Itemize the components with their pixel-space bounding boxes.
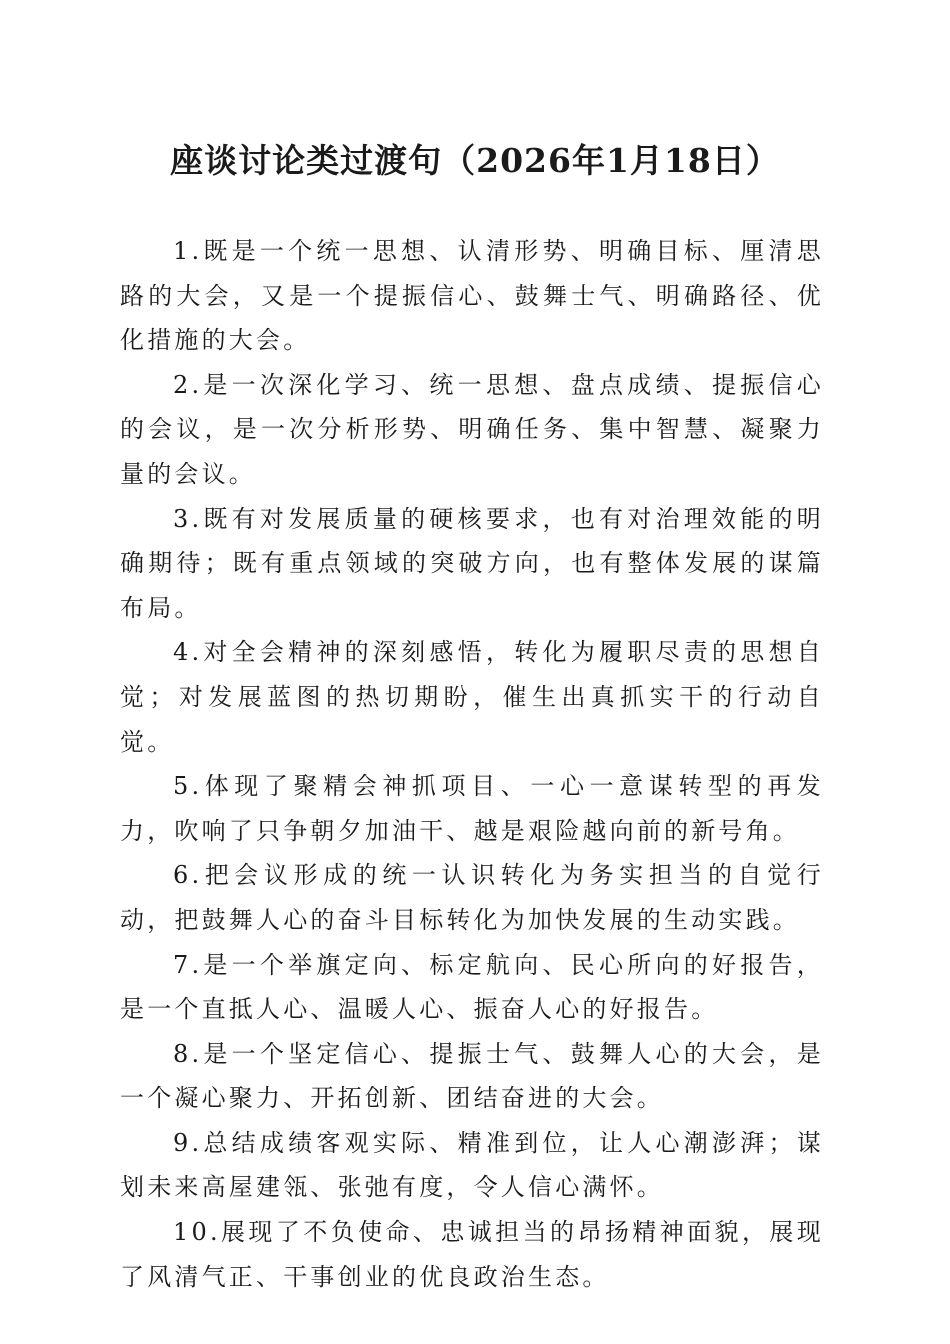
- paragraph-7: 7.是一个举旗定向、标定航向、民心所向的好报告，是一个直抵人心、温暖人心、振奋人心的好报告。: [120, 950, 824, 1024]
- document-title: 座谈讨论类过渡句（2026年1月18日）: [170, 141, 780, 180]
- paragraph-9: 9.总结成绩客观实际、精准到位，让人心潮澎湃；谋划未来高屋建瓴、张弛有度，令人信心满怀。: [120, 1128, 824, 1202]
- paragraph-10: 10.展现了不负使命、忠诚担当的昂扬精神面貌，展现了风清气正、干事创业的优良政治生态。: [120, 1218, 824, 1291]
- paragraph-8: 8.是一个坚定信心、提振士气、鼓舞人心的大会，是一个凝心聚力、开拓创新、团结奋进的大会。: [120, 1039, 824, 1113]
- paragraph-3: 3.既有对发展质量的硬核要求，也有对治理效能的明确期待；既有重点领域的突破方向，也有整体发展的谋篇布局。: [120, 504, 824, 622]
- paragraph-6: 6.把会议形成的统一认识转化为务实担当的自觉行动，把鼓舞人心的奋斗目标转化为加快发展的生动实践。: [120, 861, 824, 934]
- paragraph-1: 1.既是一个统一思想、认清形势、明确目标、厘清思路的大会，又是一个提振信心、鼓舞士气、明确路径、优化措施的大会。: [120, 237, 824, 355]
- paragraph-5: 5.体现了聚精会神抓项目、一心一意谋转型的再发力，吹响了只争朝夕加油干、越是艰险越向前的新号角。: [120, 772, 824, 845]
- paragraph-4: 4.对全会精神的深刻感悟，转化为履职尽责的思想自觉；对发展蓝图的热切期盼，催生出真抓实干的行动自觉。: [120, 638, 824, 756]
- paragraph-2: 2.是一次深化学习、统一思想、盘点成绩、提振信心的会议，是一次分析形势、明确任务、集中智慧、凝聚力量的会议。: [120, 370, 824, 488]
- document-body: [120, 229, 824, 1299]
